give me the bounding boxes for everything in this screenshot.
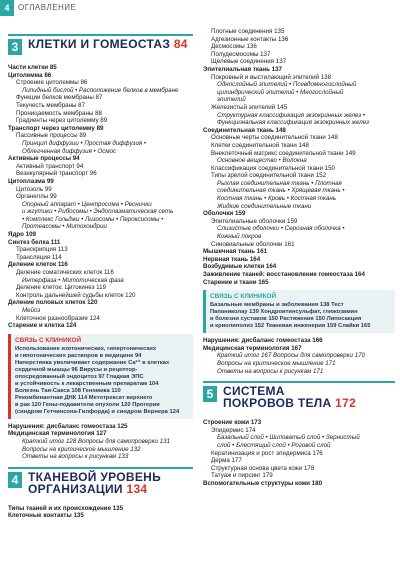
toc-entry[interactable]: Строение кожи 173 <box>203 419 262 427</box>
toc-entry: Синовиальные оболочки 161 <box>211 240 295 248</box>
clinical-box-title: СВЯЗЬ С КЛИНИКОЙ <box>210 293 277 301</box>
chapter-divider <box>8 467 193 469</box>
toc-entry: Основное вещество • Волокна <box>217 157 307 165</box>
toc-entry: эпителий <box>217 96 246 104</box>
toc-entry[interactable]: Ядро 109 <box>8 231 36 239</box>
toc-entry: Структурная основа цвета кожи 178 <box>211 464 315 472</box>
toc-entry: • Комплекс Гольджи • Лизосомы • Пероксисомы • <box>22 215 164 223</box>
toc-entry: Рыхлая соединительная ткань • Плотная <box>217 179 342 187</box>
clinical-box-line: и гипотонических растворов в медицине 94 <box>15 352 142 359</box>
chapter-title-line2: ПОКРОВОВ ТЕЛА <box>223 396 332 411</box>
clinical-box-title: СВЯЗЬ С КЛИНИКОЙ <box>15 336 82 344</box>
left-column <box>8 28 193 520</box>
toc-entry: Функции белков мембраны 87 <box>16 94 103 102</box>
clinical-box-line: Рекомбинантная ДНК 114 Метотрексат верхнего <box>15 394 153 401</box>
toc-entry: цилиндрический эпителий • Многослойный <box>217 88 344 96</box>
toc-entry: Контроль дальнейшей судьбы клеток 120 <box>16 291 136 299</box>
chapter-title-line2-wrap <box>28 483 161 495</box>
toc-entry: Облегченная диффузия • Осмос <box>22 147 117 155</box>
toc-entry: Клеточное разнообразие 124 <box>16 314 100 322</box>
toc-entry: Эпидермис 174 <box>211 426 256 434</box>
clinical-box-line: Базальные мембраны и заболевания 138 Тест <box>210 302 344 309</box>
toc-entry: Классификация соединительной ткани 150 <box>211 164 335 172</box>
toc-entry: Полудесмосомы 137 <box>211 50 271 58</box>
toc-entry: Типы зрелой соединительной ткани 152 <box>211 172 327 180</box>
page-header <box>0 0 400 22</box>
toc-entry: Липидный бислой • Расположение белков в мембране <box>22 86 179 94</box>
chapter-title-text: КЛЕТКИ И ГОМЕОСТАЗ <box>28 37 171 51</box>
toc-entry: Краткий итог 128 Вопросы для самопроверки 131 <box>22 437 171 445</box>
clinical-box-line: сердечной мышцы 96 Вирусы и рецептор- <box>15 366 138 373</box>
chapter-4-entries <box>8 505 193 520</box>
toc-entry: Десмосомы 136 <box>211 43 257 51</box>
chapter-number: 3 <box>8 39 22 55</box>
toc-entry[interactable]: Синтез белка 111 <box>8 238 61 246</box>
toc-entry: Структурная классификация экзокринных желез • <box>217 111 366 119</box>
toc-entry: Плотные соединения 135 <box>211 28 285 35</box>
toc-entry: Транскрипция 113 <box>16 246 68 254</box>
toc-entry[interactable]: Возбудимые клетки 164 <box>203 263 277 271</box>
toc-entry[interactable]: Медицинская терминология 167 <box>203 344 302 352</box>
toc-entry[interactable]: Мышечная ткань 161 <box>203 248 268 256</box>
chapter-title-line1: ТКАНЕВОЙ УРОВЕНЬ <box>28 469 162 484</box>
clinical-box-lines <box>15 346 189 416</box>
clinical-box-line: и криолиполиз 152 Тканевая инженерия 159 Слайки 165 <box>210 323 371 330</box>
toc-entry[interactable]: Старение и ткани 165 <box>203 278 269 286</box>
chapter-page: 134 <box>126 481 148 496</box>
clinical-box-line: Папаниколау 139 Хондроитинсульфат, глюкозамин <box>210 309 358 316</box>
toc-entry: Внеклеточный матрикс соединительной ткани 149 <box>211 149 356 157</box>
chapter-4-heading[interactable] <box>8 467 193 501</box>
toc-entry: Слизистые оболочки • Серозная оболочка • <box>217 225 345 233</box>
toc-entry[interactable]: Деление половых клеток 120 <box>8 299 98 307</box>
clinical-box-line: Наперстянка увеличивает содержание Ca²⁺ в клетках <box>15 359 170 366</box>
toc-entry[interactable]: Старение и клетка 124 <box>8 322 77 330</box>
toc-entry[interactable]: Активные процессы 94 <box>8 155 80 163</box>
toc-entry: Татуаж и пирсинг 179 <box>211 472 273 480</box>
toc-entry: Краткий итог 167 Вопросы для самопроверки 170 <box>217 352 366 360</box>
chapter-number: 4 <box>8 472 22 488</box>
toc-entry: Опорный аппарат • Центросома • Реснички <box>22 200 152 208</box>
toc-entry: Органеллы 99 <box>16 193 57 201</box>
toc-entry[interactable]: Нервная ткань 164 <box>203 255 261 263</box>
toc-entry: и жгутики • Рибосомы • Эндоплазматическая сеть <box>22 208 174 216</box>
chapter-3-heading[interactable] <box>8 34 193 60</box>
page-number: 4 <box>0 0 14 16</box>
toc-entry: Костная ткань • Кровь • Костная ткань <box>217 195 336 203</box>
toc-entry: Кератинизация и рост эпидермиса 176 <box>211 449 323 457</box>
clinical-box-line: в рак 120 Гены-подавители опухоли 120 Прогерия <box>15 401 160 408</box>
toc-entry[interactable]: Оболочки 159 <box>203 210 246 218</box>
toc-entry[interactable]: Заживление тканей: восстановление гомеостаза 164 <box>203 271 365 278</box>
clinical-box-line: Использование изотонических, гипертонических <box>15 345 157 352</box>
right-tail <box>203 337 395 375</box>
chapter-5-entries <box>203 419 395 487</box>
chapter-page: 172 <box>335 396 357 411</box>
clinical-box-line: Болезнь Тая-Сакса 108 Геномика 110 <box>15 387 121 394</box>
toc-entry: Основные черты соединительной ткани 148 <box>211 134 338 142</box>
toc-entry: Адгезионные контакты 136 <box>211 35 289 43</box>
toc-entry[interactable]: Цитолемма 86 <box>8 71 52 79</box>
toc-entry: Пассивные процессы 89 <box>16 132 87 140</box>
toc-entry: Жидкие соединительные ткани <box>217 202 312 210</box>
chapter-title <box>223 385 356 409</box>
toc-entry[interactable]: Части клетки 85 <box>8 64 57 71</box>
chapter-divider <box>8 34 193 36</box>
toc-entry: Щелевые соединения 137 <box>211 58 287 66</box>
toc-entry: Трансляция 114 <box>16 253 62 261</box>
chapter-title <box>28 38 188 50</box>
toc-entry[interactable]: Транспорт через цитолемму 89 <box>8 124 104 132</box>
chapter-title-line2-wrap <box>223 397 356 409</box>
toc-entry: Базальный слой • Шиповатый слой • Зернистый <box>217 434 360 442</box>
toc-entry: Деление клеток: Цитокинез 119 <box>16 284 107 292</box>
toc-entry: Вопросы на критическое мышление 171 <box>217 359 336 367</box>
toc-entry: Покровный и выстилающий эпителий 138 <box>211 73 332 81</box>
toc-entry: Ответы на вопросы к рисункам 133 <box>22 453 129 461</box>
toc-entry: Железистый эпителий 145 <box>211 103 288 111</box>
toc-entry: Мейоз <box>22 307 41 314</box>
toc-entry: Клетки соединительной ткани 148 <box>211 141 309 149</box>
toc-entry[interactable]: Эпителиальная ткань 137 <box>203 65 282 73</box>
toc-entry: Эпителиальные оболочки 159 <box>211 217 298 225</box>
clinical-box-line: опосредованный эндоцитоз 97 Гладкая ЭПС <box>15 373 144 380</box>
toc-entry: Функциональная классификация экзокринных желез <box>217 119 370 127</box>
clinical-box-line: и болезни суставов 150 Растяжения 150 Липосакция <box>210 316 362 323</box>
toc-entry[interactable]: Соединительная ткань 148 <box>203 126 286 134</box>
toc-entry: Проницаемость мембраны 88 <box>16 109 102 117</box>
toc-entry: Текучесть мембраны 87 <box>16 101 86 109</box>
toc-entry: Принцип диффузии • Простая диффузия • <box>22 139 147 147</box>
header-title: ОГЛАВЛЕНИЕ <box>18 3 77 12</box>
toc-entry[interactable]: Медицинская терминология 127 <box>8 430 107 438</box>
toc-entry[interactable]: Нарушения: дисбаланс гомеостаза 125 <box>8 422 128 430</box>
toc-entry: Вопросы на критическое мышление 132 <box>22 445 141 453</box>
clinical-box-lines <box>210 302 391 330</box>
chapter-title-line1: СИСТЕМА <box>223 384 285 399</box>
chapter-page: 84 <box>173 37 188 51</box>
toc-entry: Однослойный эпителий • Псевдомногослойный <box>217 81 357 89</box>
chapter-5-heading[interactable] <box>203 381 395 415</box>
toc-entry: Протеасомы • Митохондрии <box>22 223 107 231</box>
toc-entry[interactable]: Типы тканей и их происхождение 135 <box>8 504 124 512</box>
toc-entry: соединительная ткань • Хрящевая ткань • <box>217 187 345 195</box>
toc-entry: Кожный покров <box>217 233 262 241</box>
chapter-divider <box>203 381 395 383</box>
toc-entry: Дерма 177 <box>211 457 242 465</box>
toc-entry[interactable]: Клеточные контакты 135 <box>8 512 84 520</box>
chapter-number: 5 <box>203 386 217 402</box>
toc-entry: слой • Блестящий слой • Роговой слой <box>217 441 331 449</box>
toc-entry[interactable]: Нарушения: дисбаланс гомеостаза 166 <box>203 337 323 345</box>
toc-entry: Деление соматических клеток 116 <box>16 269 114 277</box>
toc-entry[interactable]: Деление клеток 116 <box>8 261 68 269</box>
clinical-box <box>8 334 193 419</box>
toc-entry: Активный транспорт 94 <box>16 162 84 170</box>
toc-entry: Строение цитолеммы 86 <box>16 79 88 87</box>
toc-entry: Градиенты через цитолемму 89 <box>16 117 108 125</box>
clinical-box <box>203 290 395 333</box>
chapter-title-line2: ОРГАНИЗАЦИИ <box>28 481 123 496</box>
right-entries <box>203 28 395 286</box>
clinical-box-line: (синдром Гетчинсона-Гилфорда) и синдром Вернера 124 <box>15 408 180 415</box>
clinical-box-line: и устойчивость к лекарственным препаратам 104 <box>15 380 159 387</box>
toc-entry: Везикулярный транспорт 96 <box>16 170 97 178</box>
toc-entry[interactable]: Вспомогательные структуры кожи 180 <box>203 479 323 487</box>
chapter-title <box>28 471 161 495</box>
toc-entry: Цитозоль 99 <box>16 185 52 193</box>
toc-entry: Интерфаза • Митотическая фаза <box>22 276 124 284</box>
chapter-3-tail <box>8 423 193 461</box>
toc-entry[interactable]: Цитоплазма 99 <box>8 177 54 185</box>
toc-entry: Ответы на вопросы к рисункам 171 <box>217 367 324 375</box>
chapter-3-entries <box>8 64 193 330</box>
right-column <box>203 28 395 488</box>
